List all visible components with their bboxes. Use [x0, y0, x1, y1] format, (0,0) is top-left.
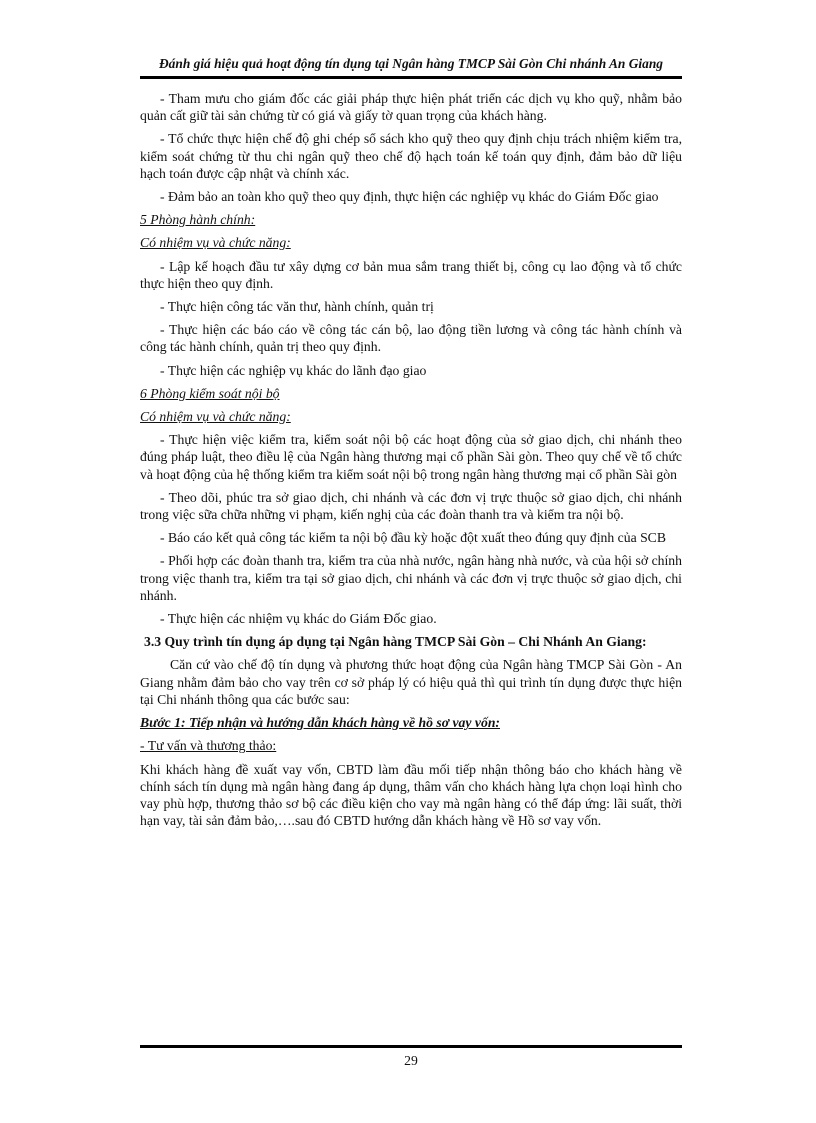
hanh-chinh-item-4: - Thực hiện các nghiệp vụ khác do lãnh đạo giao: [160, 362, 427, 378]
section-3-3-intro: Căn cứ vào chế độ tín dụng và phương thức hoạt động của Ngân hàng TMCP Sài Gòn - An Giang nhằm đảm bảo cho vay trên cơ sở pháp lý có hiệu quả thì qui trình tín dụng được thực hiện tại Chi nhánh thông qua các bước sau:: [140, 657, 682, 707]
consult-title: - Tư vấn và thương thảo:: [140, 738, 277, 754]
kiem-soat-item-2: - Theo dõi, phúc tra sở giao dịch, chi nhánh và các đơn vị trực thuộc sở giao dịch, chi nhánh trong việc sữa chữa những vi phạm, kiến nghị của các đoàn thanh tra và kiểm tra nội bộ.: [140, 489, 682, 523]
kiem-soat-item-1: - Thực hiện việc kiểm tra, kiểm soát nội bộ các hoạt động của sở giao dịch, chi nhánh theo đúng pháp luật, theo điều lệ của Ngân hàng thương mại cổ phần Sài gòn. Theo quy chế về tổ chức và hoạt động của hệ thống kiểm tra kiểm soát nội bộ trong ngân hàng thương mại cổ phần Sài gòn: [140, 432, 682, 482]
kiem-soat-item-4: - Phối hợp các đoàn thanh tra, kiểm tra của nhà nước, ngân hàng nhà nước, và của hội sở chính trong việc thanh tra, kiểm tra tại sở giao dịch, chi nhánh và các đơn vị trực thuộc sở giao dịch, chi nhánh.: [140, 553, 682, 603]
kiem-soat-heading: 6 Phòng kiểm soát nội bộ: [140, 385, 280, 401]
section-3-3-title: 3.3 Quy trình tín dụng áp dụng tại Ngân hàng TMCP Sài Gòn – Chi Nhánh An Giang:: [144, 634, 647, 650]
consult-body: Khi khách hàng đề xuất vay vốn, CBTD làm đầu mối tiếp nhận thông báo cho khách hàng về chính sách tín dụng mà ngân hàng đang áp dụng, thâm vấn cho khách hàng lựa chọn loại hình cho vay phù hợp, thương thảo sơ bộ các điều kiện cho vay mà ngân hàng có thể đáp ứng: lãi suất, thời hạn vay, tài sản đảm bảo,….sau đó CBTD hướng dẫn khách hàng về Hồ sơ vay vốn.: [140, 761, 682, 829]
page-number: 29: [404, 1053, 418, 1068]
hanh-chinh-heading: 5 Phòng hành chính:: [140, 212, 256, 228]
hanh-chinh-item-1: - Lập kế hoạch đầu tư xây dựng cơ bản mua sắm trang thiết bị, công cụ lao động và tổ chức thực hiện theo quy định.: [140, 258, 682, 291]
kho-quy-item-1: - Tham mưu cho giám đốc các giải pháp thực hiện phát triển các dịch vụ kho quỹ, nhằm bảo quản cất giữ tài sản chứng từ có giá và giấy tờ quan trọng của khách hàng.: [140, 91, 682, 124]
header-rule: [140, 76, 682, 79]
step-1-title: Bước 1: Tiếp nhận và hướng dẫn khách hàng về hồ sơ vay vốn:: [140, 715, 500, 731]
hanh-chinh-subheading: Có nhiệm vụ và chức năng:: [140, 235, 291, 251]
hanh-chinh-item-2: - Thực hiện công tác văn thư, hành chính, quản trị: [160, 299, 434, 315]
kiem-soat-item-3: - Báo cáo kết quả công tác kiểm ta nội bộ đầu kỳ hoặc đột xuất theo đúng quy định của SCB: [160, 530, 666, 546]
footer-rule: [140, 1045, 682, 1048]
kho-quy-item-3: - Đảm bảo an toàn kho quỹ theo quy định, thực hiện các nghiệp vụ khác do Giám Đốc giao: [160, 189, 659, 205]
kiem-soat-item-5: - Thực hiện các nhiệm vụ khác do Giám Đốc giao.: [160, 611, 437, 627]
kho-quy-item-2: - Tổ chức thực hiện chế độ ghi chép sổ sách kho quỹ theo quy định chịu trách nhiệm kiểm tra, kiểm soát chứng từ thu chi ngân quỹ theo chế độ hạch toán kế toán quy định, đảm bảo dữ liệu hạch toán được cập nhật và chính xác.: [140, 131, 682, 181]
document-body: [140, 90, 682, 835]
page-header-title: Đánh giá hiệu quả hoạt động tín dụng tại Ngân hàng TMCP Sài Gòn Chi nhánh An Giang: [159, 56, 663, 71]
hanh-chinh-item-3: - Thực hiện các báo cáo về công tác cán bộ, lao động tiền lương và công tác hành chính và công tác hành chính, quản trị theo quy định.: [140, 322, 682, 355]
kiem-soat-subheading: Có nhiệm vụ và chức năng:: [140, 409, 291, 425]
